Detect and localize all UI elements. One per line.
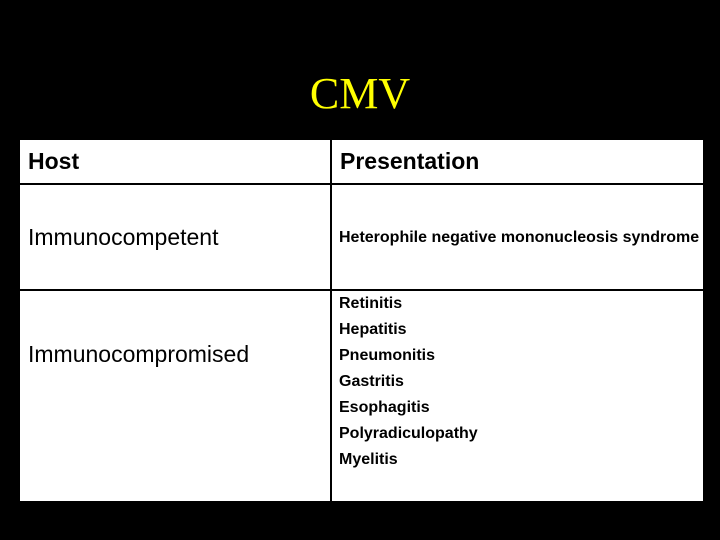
- header-host: Host: [19, 139, 331, 184]
- cmv-table: [18, 138, 705, 503]
- list-item: Myelitis: [339, 451, 398, 468]
- table-row: [19, 290, 704, 502]
- slide-title: CMV: [309, 69, 411, 118]
- presentation-cell: [331, 290, 704, 502]
- list-item: Pneumonitis: [339, 347, 436, 364]
- list-item: Retinitis: [339, 295, 403, 312]
- table-row: [19, 184, 704, 290]
- table-header-row: [19, 139, 704, 184]
- list-item: Esophagitis: [339, 399, 430, 416]
- presentation-list: [339, 291, 703, 473]
- presentation-text: Heterophile negative mononucleosis syndrome: [339, 228, 700, 246]
- host-cell: Immunocompetent: [19, 184, 331, 290]
- presentation-cell: [331, 184, 704, 290]
- header-presentation: Presentation: [331, 139, 704, 184]
- list-item: Hepatitis: [339, 321, 407, 338]
- list-item: Gastritis: [339, 373, 404, 390]
- list-item: Polyradiculopathy: [339, 425, 478, 442]
- host-cell: [19, 290, 331, 502]
- host-label: Immunocompromised: [28, 341, 250, 367]
